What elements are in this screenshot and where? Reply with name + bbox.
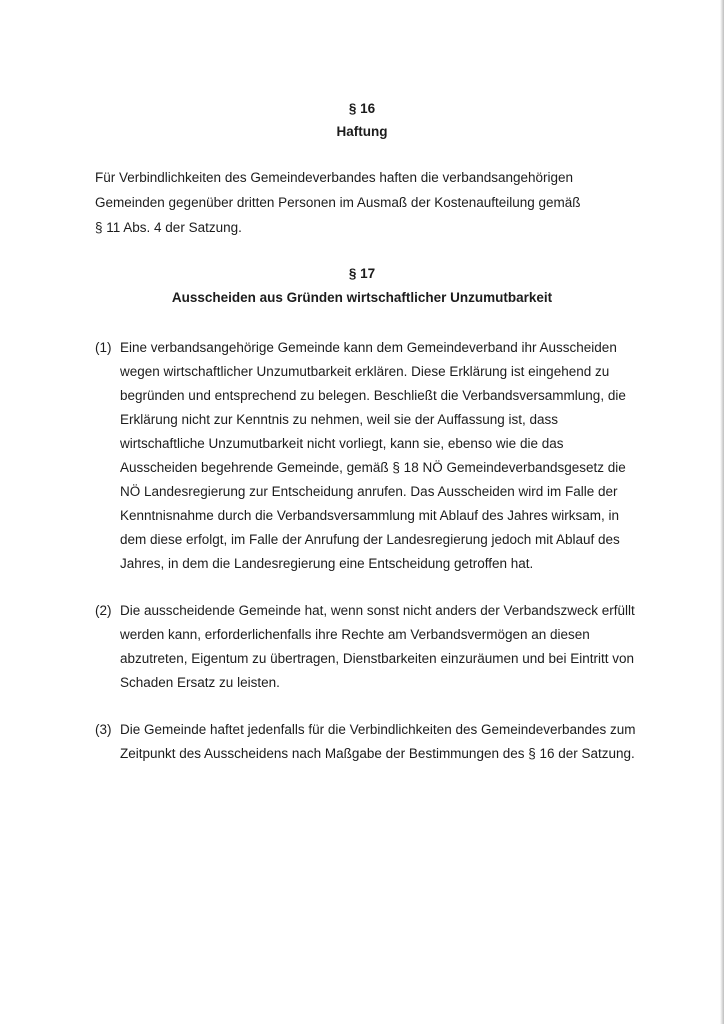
text-line: NÖ Landesregierung zur Entscheidung anrufen. Das Ausscheiden wird im Falle der [120,484,618,499]
text-line: § 11 Abs. 4 der Satzung. [95,220,242,235]
text-line: Schaden Ersatz zu leisten. [120,675,280,690]
text-line: wegen wirtschaftlicher Unzumutbarkeit erklären. Diese Erklärung ist eingehend zu [120,364,610,379]
text-line: dem diese erfolgt, im Falle der Anrufung der Landesregierung jedoch mit Ablauf des [120,532,620,547]
text-line: Für Verbindlichkeiten des Gemeindeverbandes haften die verbandsangehörigen [95,170,574,185]
text-line: Kenntnisnahme durch die Verbandsversammlung mit Ablauf des Jahres wirksam, in [120,508,619,523]
paragraph-number: (2) [95,603,112,618]
text-line: begründen und entsprechend zu belegen. Beschließt die Verbandsversammlung, die [120,388,626,403]
section-17-title: Ausscheiden aus Gründen wirtschaftlicher Unzumutbarkeit [171,290,553,305]
text-line: Ausscheiden begehrende Gemeinde, gemäß § 18 NÖ Gemeindeverbandsgesetz die [120,460,626,475]
text-line: Erklärung nicht zur Kenntnis zu nehmen, weil sie der Auffassung ist, dass [120,412,558,427]
text-line: Gemeinden gegenüber dritten Personen im Ausmaß der Kostenaufteilung gemäß [95,195,581,210]
text-line: abzutreten, Eigentum zu übertragen, Dienstbarkeiten einzuräumen und bei Eintritt von [120,651,635,666]
text-line: Eine verbandsangehörige Gemeinde kann dem Gemeindeverband ihr Ausscheiden [120,340,617,355]
paragraph-number: (3) [95,722,112,737]
text-line: Die ausscheidende Gemeinde hat, wenn sonst nicht anders der Verbandszweck erfüllt [120,603,635,618]
text-line: werden kann, erforderlichenfalls ihre Rechte am Verbandsvermögen an diesen [120,627,590,642]
paragraph-number: (1) [95,340,112,355]
text-line: Zeitpunkt des Ausscheidens nach Maßgabe der Bestimmungen des § 16 der Satzung. [120,746,635,761]
section-16-title: Haftung [336,124,388,139]
text-line: Jahres, in dem die Landesregierung eine Entscheidung getroffen hat. [120,556,534,571]
scan-edge-shadow [720,0,724,1024]
section-16-number: § 16 [348,101,376,116]
section-17-number: § 17 [348,266,376,281]
text-line: Die Gemeinde haftet jedenfalls für die Verbindlichkeiten des Gemeindeverbandes zum [120,722,636,737]
text-line: wirtschaftliche Unzumutbarkeit nicht vorliegt, kann sie, ebenso wie die das [120,436,564,451]
